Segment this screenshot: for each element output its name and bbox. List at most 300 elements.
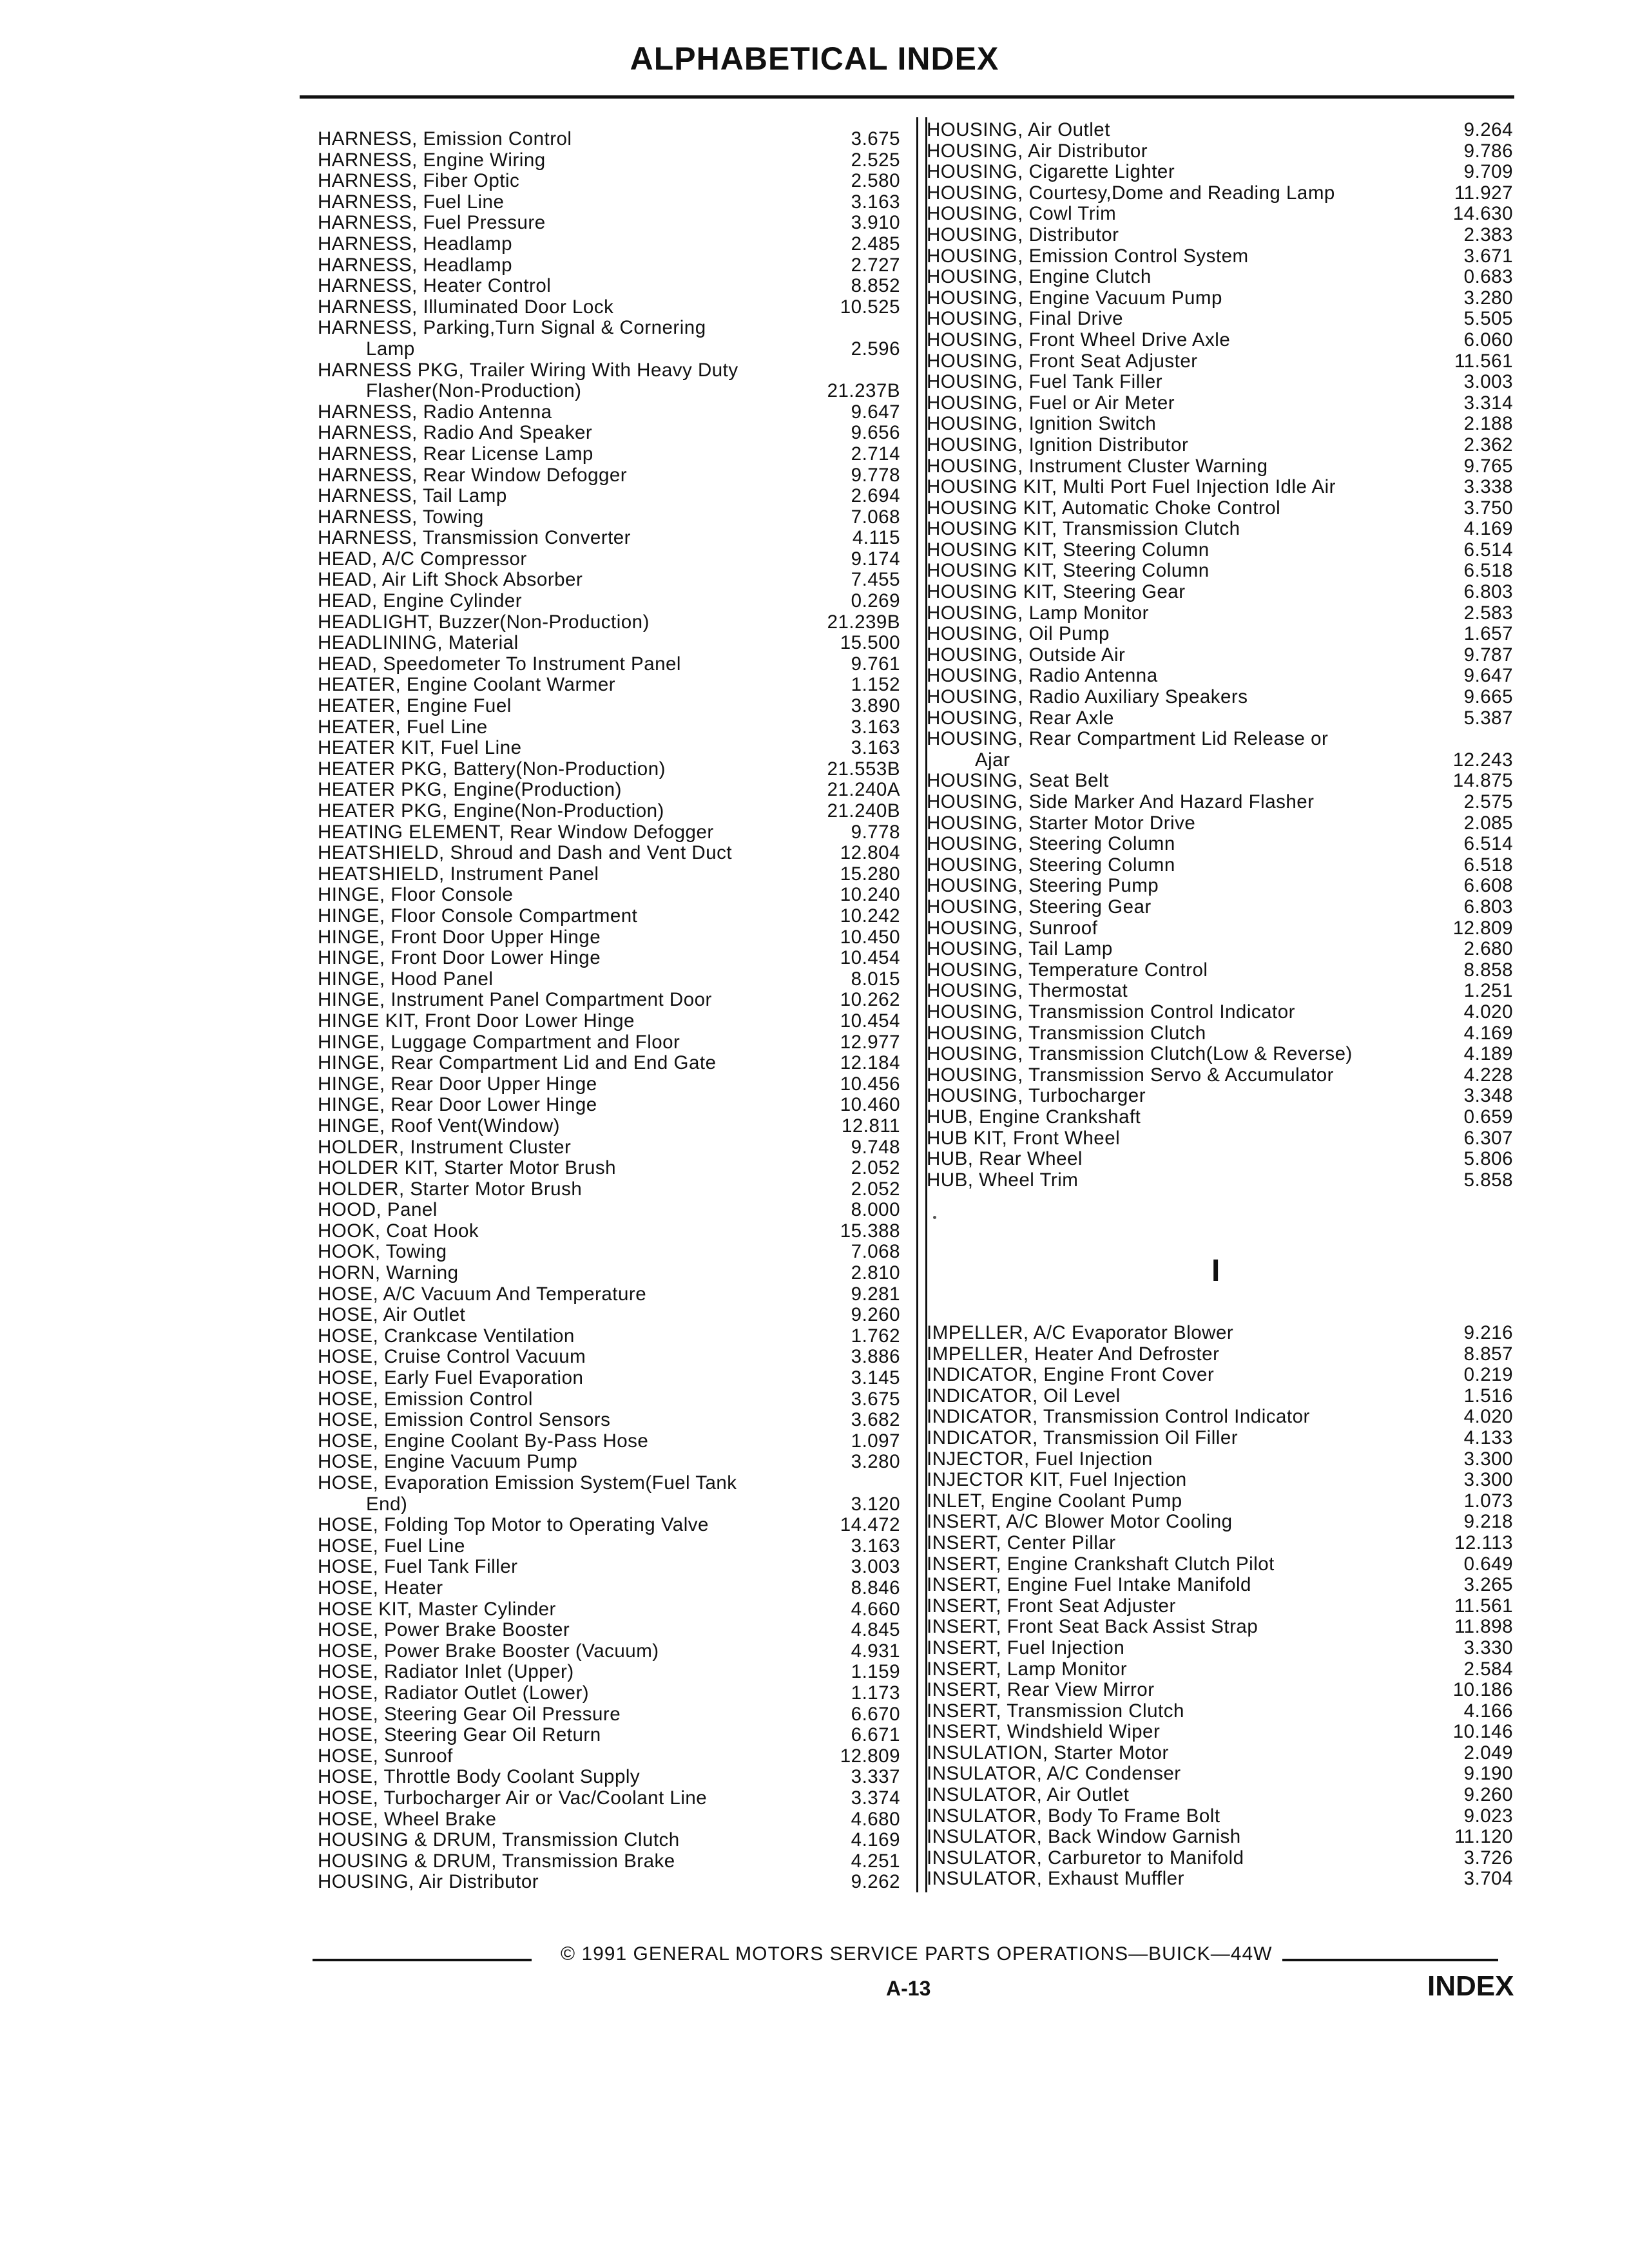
- index-entry-page: 2.680: [1463, 938, 1513, 960]
- index-entry-page: 5.505: [1463, 308, 1513, 330]
- index-entry-text: INSERT, Engine Fuel Intake Manifold: [927, 1574, 1251, 1596]
- index-entry-page: 3.314: [1463, 392, 1513, 414]
- index-entry-text: HOUSING, Rear Axle: [927, 707, 1114, 729]
- index-entry-text: HOUSING, Air Distributor: [318, 1871, 539, 1893]
- index-entry-page: 3.675: [851, 128, 900, 149]
- index-entry-text: HARNESS, Fuel Line: [318, 191, 505, 213]
- index-entry-page: 4.166: [1463, 1700, 1513, 1722]
- index-entry: [318, 465, 907, 486]
- index-entry-text: INSULATOR, Exhaust Muffler: [927, 1868, 1184, 1890]
- footer-rule-right: [1282, 1959, 1498, 1961]
- index-entry-page: 1.762: [851, 1325, 900, 1347]
- index-entry-page: 11.927: [1454, 182, 1513, 204]
- index-entry-text: HOSE, Crankcase Ventilation: [318, 1325, 575, 1347]
- index-entry-page: 3.120: [851, 1493, 900, 1515]
- index-entry-text: INSERT, A/C Blower Motor Cooling: [927, 1511, 1233, 1533]
- index-entry: [318, 528, 907, 549]
- index-entry: [927, 729, 1513, 771]
- index-entry: [318, 1410, 907, 1431]
- index-entry-text: HOSE, A/C Vacuum And Temperature: [318, 1283, 647, 1305]
- index-entry: [927, 1659, 1513, 1680]
- index-entry: [927, 1638, 1513, 1659]
- index-entry: [927, 687, 1513, 708]
- index-entry-text: HOSE, Folding Top Motor to Operating Valve: [318, 1514, 709, 1536]
- index-entry: [927, 1806, 1513, 1827]
- index-entry-text: HOUSING, Steering Column: [927, 854, 1175, 876]
- index-entry: [318, 948, 907, 969]
- index-entry-text: HARNESS, Parking,Turn Signal & Cornering: [318, 317, 706, 339]
- index-entry: [318, 192, 907, 213]
- index-entry-page: 3.338: [1463, 476, 1513, 498]
- index-entry-text: HOUSING, Starter Motor Drive: [927, 812, 1196, 834]
- index-entry: [927, 876, 1513, 897]
- index-entry-page: 0.269: [851, 590, 900, 612]
- index-entry: [318, 633, 907, 654]
- index-entry-text: HOLDER, Starter Motor Brush: [318, 1178, 583, 1200]
- index-entry-page: 3.910: [851, 212, 900, 234]
- index-entry-page: 21.240B: [827, 800, 900, 822]
- index-entry-page: 2.714: [851, 443, 900, 465]
- index-entry: [927, 624, 1513, 645]
- index-entry: [927, 1617, 1513, 1638]
- title-rule: [300, 95, 1514, 99]
- index-entry-page: 6.518: [1463, 560, 1513, 582]
- index-entry: [318, 129, 907, 150]
- index-entry-page: 10.525: [840, 296, 900, 318]
- index-entry-page: 9.709: [1463, 161, 1513, 183]
- index-entry: [318, 1851, 907, 1872]
- index-entry-page: 6.803: [1463, 581, 1513, 603]
- index-entry-page: 9.765: [1463, 455, 1513, 477]
- index-entry: [318, 612, 907, 633]
- index-entry: [927, 1575, 1513, 1596]
- index-entry: [318, 1305, 907, 1326]
- index-entry-text: HOSE, Emission Control: [318, 1388, 533, 1410]
- index-entry-text: HARNESS, Tail Lamp: [318, 485, 507, 507]
- index-entry: [318, 1158, 907, 1179]
- index-entry: [318, 1599, 907, 1620]
- index-entry: [318, 1137, 907, 1158]
- index-entry-text: HOSE, Turbocharger Air or Vac/Coolant Line: [318, 1787, 708, 1809]
- index-entry-text: HARNESS, Rear License Lamp: [318, 443, 593, 465]
- index-entry-text: HINGE, Hood Panel: [318, 968, 494, 990]
- index-entry: [927, 246, 1513, 267]
- index-entry-text: INSERT, Lamp Monitor: [927, 1658, 1128, 1680]
- index-entry: [927, 960, 1513, 981]
- index-entry: [318, 213, 907, 234]
- index-entry: [318, 906, 907, 927]
- index-entry: [318, 1242, 907, 1263]
- index-entry-text: HOUSING KIT, Steering Column: [927, 539, 1210, 561]
- index-entry-text: HEATER, Engine Coolant Warmer: [318, 674, 616, 696]
- index-entry: [927, 1365, 1513, 1386]
- index-entry: [318, 1662, 907, 1683]
- index-entry-text: HEATING ELEMENT, Rear Window Defogger: [318, 821, 714, 843]
- index-entry-text: HOUSING, Lamp Monitor: [927, 602, 1149, 624]
- index-entry: [927, 645, 1513, 666]
- index-entry-page: 2.485: [851, 233, 900, 255]
- index-entry-text: HOSE, Steering Gear Oil Return: [318, 1724, 601, 1746]
- index-entry-page: 3.890: [851, 695, 900, 717]
- index-entry: [318, 297, 907, 318]
- index-entry-text: HINGE, Front Door Upper Hinge: [318, 926, 601, 948]
- index-entry: [927, 1086, 1513, 1107]
- index-entry-text: HOUSING, Fuel or Air Meter: [927, 392, 1175, 414]
- section-tag: INDEX: [1427, 1970, 1514, 2002]
- index-entry-page: 11.120: [1454, 1826, 1513, 1848]
- index-entry: [927, 1848, 1513, 1869]
- index-entry-text: IMPELLER, A/C Evaporator Blower: [927, 1322, 1234, 1343]
- index-entry-page: 3.163: [851, 1535, 900, 1557]
- index-entry: [927, 1002, 1513, 1023]
- index-entry: [318, 171, 907, 192]
- index-entry-page: 3.163: [851, 716, 900, 738]
- index-entry: [927, 1869, 1513, 1890]
- index-entry-text: HARNESS, Rear Window Defogger: [318, 464, 628, 486]
- index-entry-text: INDICATOR, Transmission Control Indicator: [927, 1406, 1310, 1428]
- index-entry-page: 12.811: [841, 1115, 900, 1137]
- index-entry-text: HINGE KIT, Front Door Lower Hinge: [318, 1010, 635, 1032]
- index-entry-text: INSULATOR, Carburetor to Manifold: [927, 1847, 1244, 1869]
- index-entry: [318, 1641, 907, 1662]
- index-entry-page: 1.173: [851, 1682, 900, 1704]
- index-entry: [927, 162, 1513, 183]
- index-entry: [927, 792, 1513, 813]
- index-entry-text: HOSE, Evaporation Emission System(Fuel Tank: [318, 1472, 737, 1494]
- index-entry: [927, 498, 1513, 519]
- index-entry-text: HOSE, Radiator Inlet (Upper): [318, 1661, 574, 1683]
- index-entry-page: 9.260: [851, 1304, 900, 1326]
- index-entry-text: HOUSING, Final Drive: [927, 308, 1124, 330]
- index-entry-text: HEAD, Engine Cylinder: [318, 590, 523, 612]
- index-entry-page: 3.374: [851, 1787, 900, 1809]
- index-entry-text: INSERT, Engine Crankshaft Clutch Pilot: [927, 1553, 1275, 1575]
- index-entry-page: 10.454: [840, 947, 900, 969]
- index-entry-text: HARNESS, Illuminated Door Lock: [318, 296, 614, 318]
- index-entry-page: 21.553B: [827, 758, 900, 780]
- index-entry: [927, 1596, 1513, 1617]
- index-entry-page: 9.190: [1463, 1763, 1513, 1785]
- index-entry-page: 4.660: [851, 1598, 900, 1620]
- index-entry-page: 3.886: [851, 1346, 900, 1368]
- index-entry-page: 8.857: [1463, 1343, 1513, 1365]
- index-entry: [318, 1074, 907, 1095]
- index-entry-text: HOSE, Wheel Brake: [318, 1808, 497, 1830]
- index-entry-page: 6.671: [851, 1724, 900, 1746]
- index-entry-page: 9.281: [851, 1283, 900, 1305]
- index-entry-page: 7.068: [851, 506, 900, 528]
- index-entry-text: HEATER, Engine Fuel: [318, 695, 512, 717]
- index-entry-text: HOUSING & DRUM, Transmission Brake: [318, 1850, 675, 1872]
- index-entry-page: 2.810: [851, 1262, 900, 1284]
- index-entry: [318, 1788, 907, 1809]
- index-entry-text: HOUSING, Thermostat: [927, 980, 1128, 1002]
- index-entry: [927, 939, 1513, 960]
- index-entry: [318, 1326, 907, 1347]
- index-entry: [318, 1767, 907, 1788]
- index-entry-text: HOUSING, Emission Control System: [927, 245, 1249, 267]
- index-entry: [927, 1743, 1513, 1764]
- index-entry: [318, 507, 907, 528]
- index-entry: [927, 834, 1513, 855]
- left-index-column: [318, 129, 907, 1893]
- index-entry-page: 2.580: [851, 170, 900, 192]
- index-entry: [318, 1116, 907, 1137]
- index-entry: [927, 1491, 1513, 1512]
- index-entry-page: 2.085: [1463, 812, 1513, 834]
- index-entry-page: 12.243: [1452, 749, 1513, 771]
- index-entry-page: 0.683: [1463, 266, 1513, 288]
- index-entry-text: HOUSING KIT, Steering Column: [927, 560, 1210, 582]
- index-entry-page: 2.694: [851, 485, 900, 507]
- index-entry-text: INDICATOR, Engine Front Cover: [927, 1364, 1215, 1386]
- index-entry-text: HINGE, Luggage Compartment and Floor: [318, 1031, 680, 1053]
- index-entry: [318, 150, 907, 171]
- index-entry: [927, 1128, 1513, 1149]
- index-entry: [927, 1428, 1513, 1449]
- index-entry: [927, 855, 1513, 876]
- index-entry-page: 3.300: [1463, 1469, 1513, 1491]
- index-entry-page: 1.097: [851, 1430, 900, 1452]
- index-entry: [318, 570, 907, 591]
- index-entry-text: INSULATOR, A/C Condenser: [927, 1763, 1181, 1785]
- index-entry-page: 15.500: [840, 632, 900, 654]
- index-entry-text: HINGE, Instrument Panel Compartment Door: [318, 989, 712, 1011]
- index-entry: [927, 897, 1513, 918]
- index-entry: [318, 1452, 907, 1473]
- index-entry: [318, 1578, 907, 1599]
- index-entry-page: 7.455: [851, 569, 900, 591]
- column-divider: [916, 117, 918, 1892]
- index-entry: [318, 675, 907, 696]
- index-entry-page: 3.704: [1463, 1868, 1513, 1890]
- index-entry: [927, 1785, 1513, 1806]
- index-entry-page: 2.049: [1463, 1742, 1513, 1763]
- index-entry-page: 3.682: [851, 1409, 900, 1431]
- index-entry-page: 21.240A: [827, 779, 900, 801]
- index-entry: [318, 276, 907, 297]
- index-entry-page: 9.260: [1463, 1784, 1513, 1806]
- index-entry: [927, 1044, 1513, 1065]
- right-index-column-i: [927, 1323, 1513, 1890]
- index-entry: [318, 822, 907, 843]
- index-entry-page: 3.337: [851, 1766, 900, 1788]
- index-entry-text: HINGE, Floor Console: [318, 884, 514, 906]
- index-entry-text: HARNESS, Emission Control: [318, 128, 572, 149]
- letter-heading-i: I: [1211, 1254, 1220, 1288]
- index-entry-page: 6.803: [1463, 896, 1513, 918]
- index-entry: [318, 969, 907, 990]
- index-entry-page: 21.237B: [827, 380, 900, 402]
- index-entry: [318, 1515, 907, 1536]
- index-entry-text: HOUSING & DRUM, Transmission Clutch: [318, 1829, 680, 1851]
- index-entry: [318, 1284, 907, 1305]
- index-entry-page: 2.596: [851, 338, 900, 360]
- index-entry: [318, 234, 907, 255]
- index-entry-text: HOSE, Engine Coolant By-Pass Hose: [318, 1430, 649, 1452]
- index-entry-text: HARNESS PKG, Trailer Wiring With Heavy Duty: [318, 359, 738, 381]
- index-entry-text: HOSE, Heater: [318, 1577, 443, 1599]
- index-entry: [318, 717, 907, 738]
- index-entry-page: 9.786: [1463, 140, 1513, 162]
- index-entry-text: HOSE, Sunroof: [318, 1745, 453, 1767]
- index-entry: [927, 603, 1513, 624]
- index-entry-text: HOUSING KIT, Multi Port Fuel Injection Idle Air: [927, 476, 1336, 498]
- index-entry-text: HOUSING, Tail Lamp: [927, 938, 1113, 960]
- index-entry-page: 8.015: [851, 968, 900, 990]
- index-entry: [927, 1554, 1513, 1575]
- index-entry-text: HOUSING, Temperature Control: [927, 959, 1208, 981]
- index-entry-text: HOUSING, Front Seat Adjuster: [927, 350, 1198, 372]
- index-entry: [927, 582, 1513, 603]
- index-entry-page: 10.450: [840, 926, 900, 948]
- index-entry: [318, 801, 907, 822]
- index-entry-page: 9.787: [1463, 644, 1513, 666]
- index-entry-page: 2.188: [1463, 413, 1513, 435]
- index-entry-text: HOUSING, Side Marker And Hazard Flasher: [927, 791, 1315, 812]
- index-entry-page: 4.020: [1463, 1406, 1513, 1428]
- index-entry: [927, 456, 1513, 477]
- index-entry-text: HARNESS, Transmission Converter: [318, 527, 631, 549]
- index-entry: [318, 738, 907, 759]
- index-entry-text: HOSE, Radiator Outlet (Lower): [318, 1682, 590, 1704]
- index-entry-page: 9.647: [1463, 665, 1513, 687]
- index-entry: [927, 1701, 1513, 1722]
- index-entry-text: HOUSING, Ignition Switch: [927, 413, 1157, 435]
- index-entry-page: 10.146: [1452, 1721, 1513, 1743]
- index-entry-page: 1.159: [851, 1661, 900, 1683]
- index-entry: [927, 1407, 1513, 1428]
- index-entry-page: 3.280: [1463, 287, 1513, 309]
- index-entry-text: HINGE, Roof Vent(Window): [318, 1115, 560, 1137]
- index-entry-page: 6.670: [851, 1703, 900, 1725]
- index-entry-text: HOUSING, Cigarette Lighter: [927, 161, 1175, 183]
- index-entry-text: INSULATION, Starter Motor: [927, 1742, 1169, 1763]
- index-entry-page: 9.264: [1463, 119, 1513, 140]
- index-entry: [927, 771, 1513, 792]
- index-entry: [318, 1053, 907, 1074]
- index-entry-page: 3.003: [1463, 371, 1513, 393]
- index-entry-page: 4.169: [1463, 1022, 1513, 1044]
- index-entry-text: HOOK, Towing: [318, 1241, 447, 1263]
- index-entry-text: HARNESS, Heater Control: [318, 275, 552, 297]
- index-entry-page: 6.060: [1463, 329, 1513, 351]
- index-entry-page: 4.189: [1463, 1043, 1513, 1065]
- index-entry: [927, 1827, 1513, 1848]
- index-entry-page: 6.307: [1463, 1127, 1513, 1149]
- index-entry: [927, 435, 1513, 456]
- index-entry-page: 9.778: [851, 821, 900, 843]
- index-entry: [927, 918, 1513, 939]
- index-entry-text: HOUSING, Steering Gear: [927, 896, 1152, 918]
- index-entry-text: HARNESS, Headlamp: [318, 233, 512, 255]
- index-entry: [927, 561, 1513, 582]
- index-entry-text: IMPELLER, Heater And Defroster: [927, 1343, 1220, 1365]
- index-entry: [927, 183, 1513, 204]
- index-entry: [318, 486, 907, 507]
- index-entry-page: 10.460: [840, 1094, 900, 1116]
- index-entry-page: 4.133: [1463, 1427, 1513, 1448]
- index-entry-text: HOSE, Throttle Body Coolant Supply: [318, 1766, 641, 1788]
- index-entry-page: 5.387: [1463, 707, 1513, 729]
- index-entry: [318, 780, 907, 801]
- index-entry-page: 4.115: [852, 527, 900, 549]
- index-entry: [927, 351, 1513, 372]
- index-entry-text: HUB KIT, Front Wheel: [927, 1127, 1121, 1149]
- footer-rule-left: [313, 1959, 532, 1961]
- index-entry-page: 2.727: [851, 254, 900, 276]
- index-entry: [318, 1746, 907, 1767]
- index-entry-page: 2.584: [1463, 1658, 1513, 1680]
- index-entry-text: HARNESS, Towing: [318, 506, 484, 528]
- index-entry-text: INDICATOR, Transmission Oil Filler: [927, 1427, 1239, 1448]
- index-entry: [318, 1221, 907, 1242]
- index-entry-text: HOUSING, Outside Air: [927, 644, 1126, 666]
- index-entry: [318, 1620, 907, 1641]
- index-entry-text: INSERT, Windshield Wiper: [927, 1721, 1161, 1743]
- index-entry: [318, 1032, 907, 1053]
- index-entry: [927, 1763, 1513, 1785]
- index-entry-page: 21.239B: [827, 611, 900, 633]
- index-entry: [927, 1107, 1513, 1128]
- index-entry-text: HOSE, Air Outlet: [318, 1304, 466, 1326]
- index-entry-text: HINGE, Floor Console Compartment: [318, 905, 638, 927]
- index-entry-text: HOLDER KIT, Starter Motor Brush: [318, 1157, 617, 1179]
- index-entry-text: HOSE, Early Fuel Evaporation: [318, 1367, 584, 1389]
- index-entry: [318, 255, 907, 276]
- index-entry-page: 4.169: [1463, 518, 1513, 540]
- index-entry-page: 12.809: [1452, 917, 1513, 939]
- index-entry-page: 0.649: [1463, 1553, 1513, 1575]
- index-entry-text: HOUSING KIT, Automatic Choke Control: [927, 497, 1281, 519]
- index-entry: [927, 1533, 1513, 1554]
- index-entry-text: HOOK, Coat Hook: [318, 1220, 479, 1242]
- index-entry-text: HOUSING, Sunroof: [927, 917, 1098, 939]
- index-entry-text: HOUSING, Instrument Cluster Warning: [927, 455, 1268, 477]
- index-entry-page: 5.858: [1463, 1169, 1513, 1191]
- index-entry-text: HOUSING, Steering Column: [927, 833, 1175, 855]
- index-entry: [318, 444, 907, 465]
- index-entry-page: 2.052: [851, 1178, 900, 1200]
- right-index-column-h: [927, 120, 1513, 1191]
- index-entry: [318, 1263, 907, 1284]
- index-entry-text: HOUSING, Radio Antenna: [927, 665, 1158, 687]
- index-entry-page: 3.003: [851, 1556, 900, 1578]
- index-entry: [318, 927, 907, 948]
- index-entry: [927, 1149, 1513, 1170]
- index-entry: [927, 225, 1513, 246]
- index-entry-page: 9.216: [1463, 1322, 1513, 1343]
- index-entry: [318, 1095, 907, 1116]
- index-entry-page: 1.251: [1463, 980, 1513, 1002]
- index-entry-text: HEATER KIT, Fuel Line: [318, 737, 522, 759]
- index-entry: [927, 1512, 1513, 1533]
- index-entry-text: INSERT, Transmission Clutch: [927, 1700, 1184, 1722]
- index-entry-page: 9.647: [851, 401, 900, 423]
- index-entry: [927, 288, 1513, 309]
- index-entry-page: 3.300: [1463, 1448, 1513, 1470]
- index-entry-text: HOOD, Panel: [318, 1199, 438, 1221]
- index-entry-text: HARNESS, Radio Antenna: [318, 401, 552, 423]
- index-entry: [318, 1704, 907, 1725]
- index-entry: [318, 1200, 907, 1221]
- index-entry-text: HEAD, A/C Compressor: [318, 548, 527, 570]
- index-entry-page: 10.262: [840, 989, 900, 1011]
- index-entry: [318, 318, 907, 360]
- index-entry: [318, 1347, 907, 1368]
- index-entry: [927, 1344, 1513, 1365]
- index-entry: [927, 1065, 1513, 1086]
